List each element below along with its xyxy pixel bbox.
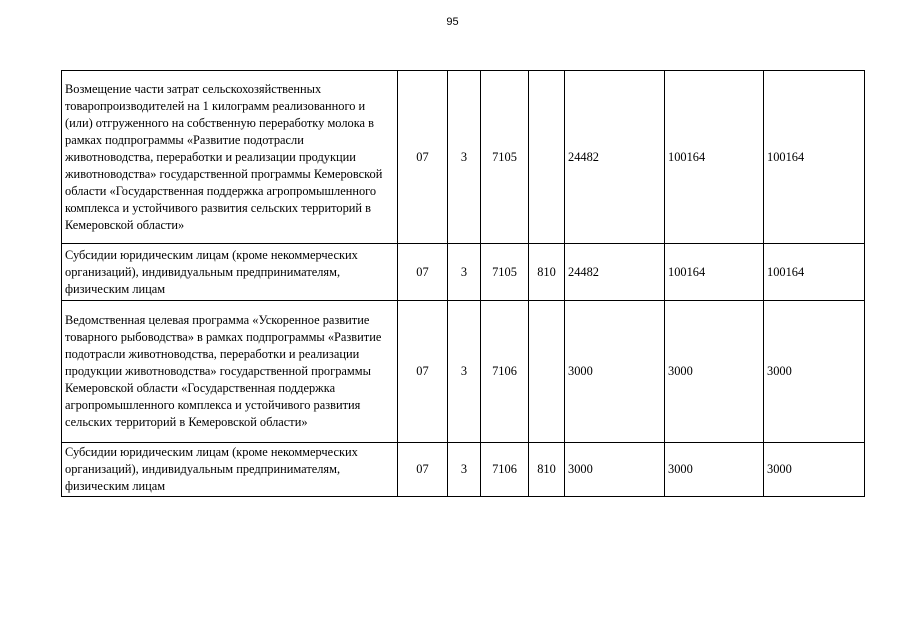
expense-type-cell [529, 71, 565, 244]
year2-cell: 100164 [665, 71, 764, 244]
table-row [62, 443, 865, 497]
section-cell: 07 [398, 244, 448, 301]
section-cell: 07 [398, 71, 448, 244]
year1-cell: 3000 [565, 301, 665, 443]
year3-cell: 3000 [764, 443, 865, 497]
target-cell: 7105 [481, 71, 529, 244]
subsection-cell: 3 [448, 301, 481, 443]
year1-cell: 24482 [565, 71, 665, 244]
target-cell: 7106 [481, 301, 529, 443]
subsection-cell: 3 [448, 71, 481, 244]
year1-cell: 24482 [565, 244, 665, 301]
expense-type-cell [529, 301, 565, 443]
budget-table [61, 70, 865, 497]
row-name: Ведомственная целевая программа «Ускоренное развитие товарного рыбоводства» в рамках подпрограммы «Развитие подотрасли животноводства, переработки и реализации продукции животноводства» государственной программы Кемеровской области «Государственная поддержка агропромышленного комплекса и устойчивого развития сельских территорий в Кемеровской области» [62, 301, 398, 443]
section-cell: 07 [398, 443, 448, 497]
year3-cell: 3000 [764, 301, 865, 443]
subsection-cell: 3 [448, 244, 481, 301]
year3-cell: 100164 [764, 71, 865, 244]
page-number: 95 [446, 16, 459, 28]
year2-cell: 3000 [665, 443, 764, 497]
table-row [62, 244, 865, 301]
table-row [62, 301, 865, 443]
section-cell: 07 [398, 301, 448, 443]
table-row [62, 71, 865, 244]
year1-cell: 3000 [565, 443, 665, 497]
year2-cell: 100164 [665, 244, 764, 301]
row-name: Субсидии юридическим лицам (кроме некоммерческих организаций), индивидуальным предпринимателям, физическим лицам [62, 244, 398, 301]
expense-type-cell: 810 [529, 244, 565, 301]
year3-cell: 100164 [764, 244, 865, 301]
target-cell: 7106 [481, 443, 529, 497]
target-cell: 7105 [481, 244, 529, 301]
expense-type-cell: 810 [529, 443, 565, 497]
year2-cell: 3000 [665, 301, 764, 443]
row-name: Субсидии юридическим лицам (кроме некоммерческих организаций), индивидуальным предпринимателям, физическим лицам [62, 443, 398, 497]
row-name: Возмещение части затрат сельскохозяйственных товаропроизводителей на 1 килограмм реализованного и (или) отгруженного на собственную переработку молока в рамках подпрограммы «Развитие подотрасли животноводства, переработки и реализации продукции животноводства» государственной программы Кемеровской области «Государственная поддержка агропромышленного комплекса и устойчивого развития сельских территорий в Кемеровской области» [62, 71, 398, 244]
subsection-cell: 3 [448, 443, 481, 497]
